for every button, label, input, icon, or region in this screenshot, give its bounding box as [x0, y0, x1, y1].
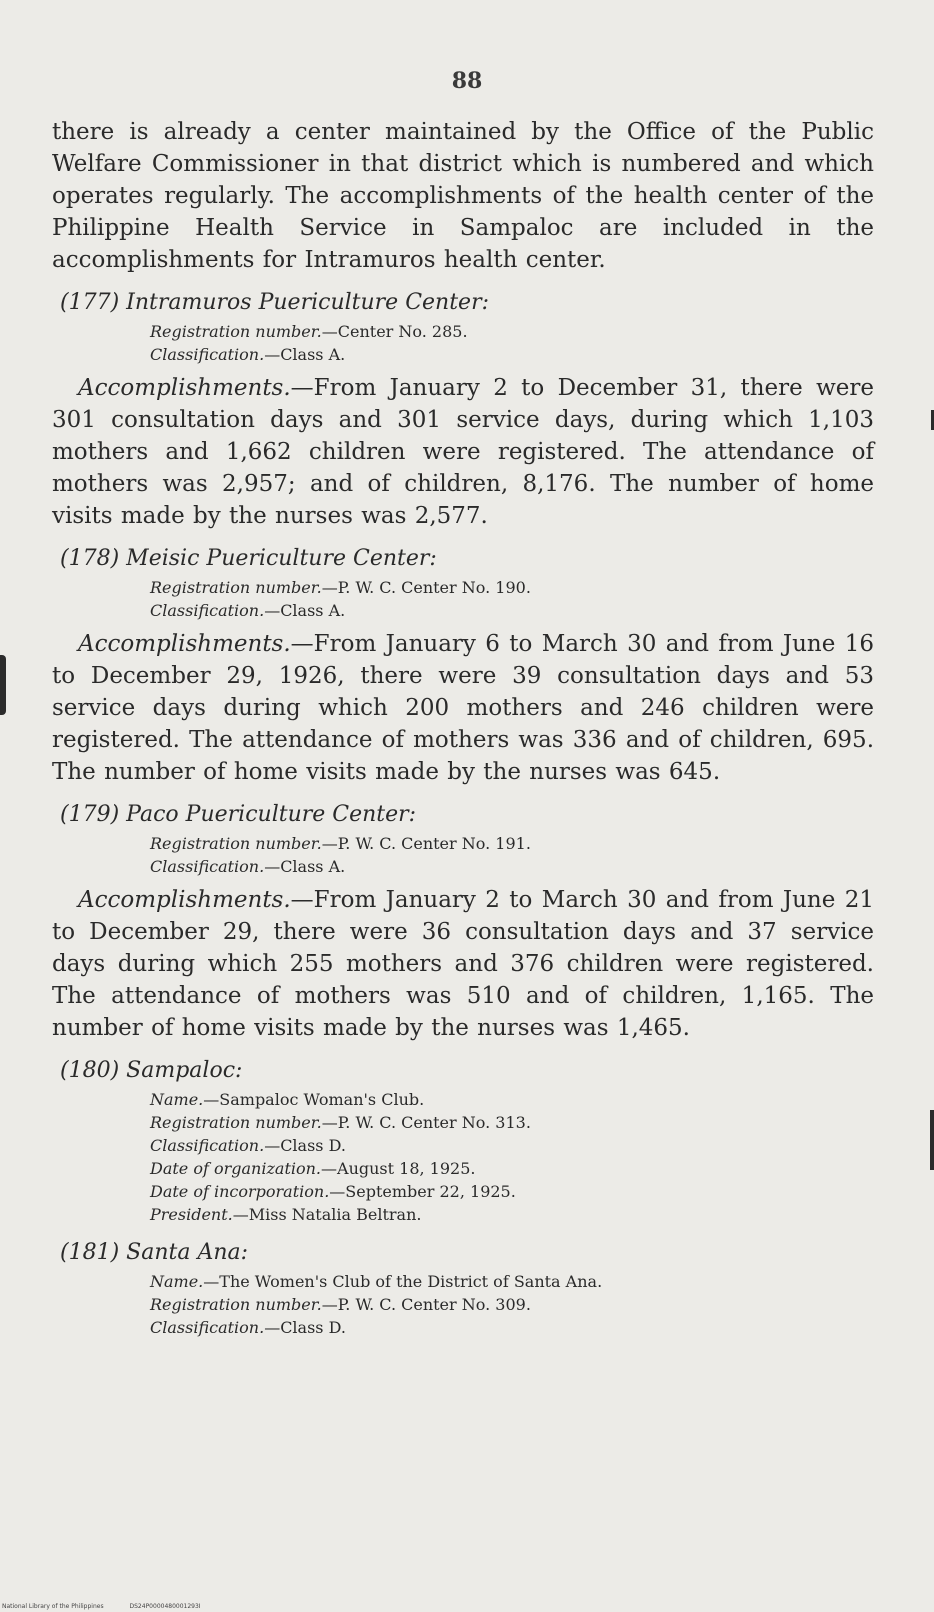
field-label: Classification. [150, 1136, 265, 1155]
section-177 [52, 288, 874, 532]
field-value: —Center No. 285. [321, 322, 468, 341]
field-label: Classification. [150, 601, 265, 620]
accomplishments-text: —From January 6 to March 30 and from June 16 to December 29, 1926, there were 39 consultation days and 53 service days during which 200 mothers and 246 children were registered. The attendance of mothers was 336 and of children, 695. The number of home visits made by the nurses was 645. [52, 631, 874, 785]
field-label: Registration number. [150, 578, 322, 597]
field-label: Name. [150, 1090, 204, 1109]
scan-edge-mark [0, 655, 6, 715]
field-row [150, 343, 874, 366]
accomplishments-label: Accomplishments. [78, 375, 291, 401]
field-value: —P. W. C. Center No. 309. [321, 1295, 531, 1314]
field-row [150, 576, 874, 599]
field-value: —Sampaloc Woman's Club. [203, 1090, 425, 1109]
section-title: Paco Puericulture Center: [126, 802, 417, 827]
accomplishments-paragraph [52, 884, 874, 1044]
section-title: Meisic Puericulture Center: [126, 546, 437, 571]
field-label: Registration number. [150, 1295, 322, 1314]
section-178 [52, 544, 874, 788]
footer-identifier: DS24P0000480001293I [129, 1603, 201, 1610]
field-row [150, 320, 874, 343]
section-heading [52, 800, 874, 830]
accomplishments-label: Accomplishments. [78, 887, 291, 913]
field-value: —August 18, 1925. [321, 1159, 476, 1178]
section-fields [52, 1270, 874, 1339]
field-label: Date of organization. [150, 1159, 322, 1178]
field-row [150, 855, 874, 878]
scan-footer [2, 1603, 225, 1610]
accomplishments-label: Accomplishments. [78, 631, 291, 657]
field-row [150, 1270, 874, 1293]
field-value: —Class D. [264, 1136, 346, 1155]
section-180 [52, 1056, 874, 1226]
section-title: Sampaloc: [126, 1058, 243, 1083]
field-value: —The Women's Club of the District of Santa Ana. [203, 1272, 603, 1291]
section-number: (180) [60, 1058, 120, 1083]
field-value: —P. W. C. Center No. 313. [321, 1113, 531, 1132]
field-row [150, 1111, 874, 1134]
footer-library: National Library of the Philippines [2, 1603, 104, 1610]
field-label: Name. [150, 1272, 204, 1291]
section-title: Intramuros Puericulture Center: [126, 290, 489, 315]
field-value: —Miss Natalia Beltran. [232, 1205, 422, 1224]
field-label: Registration number. [150, 834, 322, 853]
scan-edge-mark [930, 1110, 934, 1170]
section-181 [52, 1238, 874, 1339]
field-value: —September 22, 1925. [329, 1182, 516, 1201]
field-row [150, 1293, 874, 1316]
section-fields [52, 1088, 874, 1226]
field-row [150, 1088, 874, 1111]
field-label: Classification. [150, 857, 265, 876]
intro-paragraph: there is already a center maintained by the Office of the Public Welfare Commissioner in that district which is numbered and which operates regularly. The accomplishments of the health center of the Philippine Health Service in Sampaloc are included in the accomplishments for Intramuros health center. [52, 119, 874, 273]
page-number: 88 [451, 68, 483, 94]
accomplishments-paragraph [52, 372, 874, 532]
section-number: (178) [60, 546, 120, 571]
accomplishments-text: —From January 2 to December 31, there were 301 consultation days and 301 service days, during which 1,103 mothers and 1,662 children were registered. The attendance of mothers was 2,957; and of children, 8,176. The number of home visits made by the nurses was 2,577. [52, 375, 874, 529]
field-row [150, 1134, 874, 1157]
field-value: —Class A. [264, 857, 346, 876]
field-label: Classification. [150, 345, 265, 364]
section-heading [52, 1238, 874, 1268]
section-179 [52, 800, 874, 1044]
field-label: Registration number. [150, 322, 322, 341]
field-label: Classification. [150, 1318, 265, 1337]
field-row [150, 1203, 874, 1226]
field-value: —Class A. [264, 601, 346, 620]
field-row [150, 599, 874, 622]
field-row [150, 832, 874, 855]
field-value: —Class A. [264, 345, 346, 364]
field-row [150, 1316, 874, 1339]
section-number: (177) [60, 290, 120, 315]
section-heading [52, 288, 874, 318]
field-row [150, 1157, 874, 1180]
section-number: (181) [60, 1240, 120, 1265]
field-label: President. [150, 1205, 233, 1224]
section-fields [52, 320, 874, 366]
section-number: (179) [60, 802, 120, 827]
accomplishments-paragraph [52, 628, 874, 788]
section-heading [52, 544, 874, 574]
section-heading [52, 1056, 874, 1086]
field-row [150, 1180, 874, 1203]
field-value: —P. W. C. Center No. 190. [321, 578, 531, 597]
field-value: —P. W. C. Center No. 191. [321, 834, 531, 853]
field-label: Registration number. [150, 1113, 322, 1132]
field-value: —Class D. [264, 1318, 346, 1337]
section-fields [52, 576, 874, 622]
accomplishments-text: —From January 2 to March 30 and from June 21 to December 29, there were 36 consultation days and 37 service days during which 255 mothers and 376 children were registered. The attendance of mothers was 510 and of children, 1,165. The number of home visits made by the nurses was 1,465. [52, 887, 874, 1041]
section-title: Santa Ana: [126, 1240, 249, 1265]
field-label: Date of incorporation. [150, 1182, 330, 1201]
section-fields [52, 832, 874, 878]
page-content [52, 116, 874, 1345]
